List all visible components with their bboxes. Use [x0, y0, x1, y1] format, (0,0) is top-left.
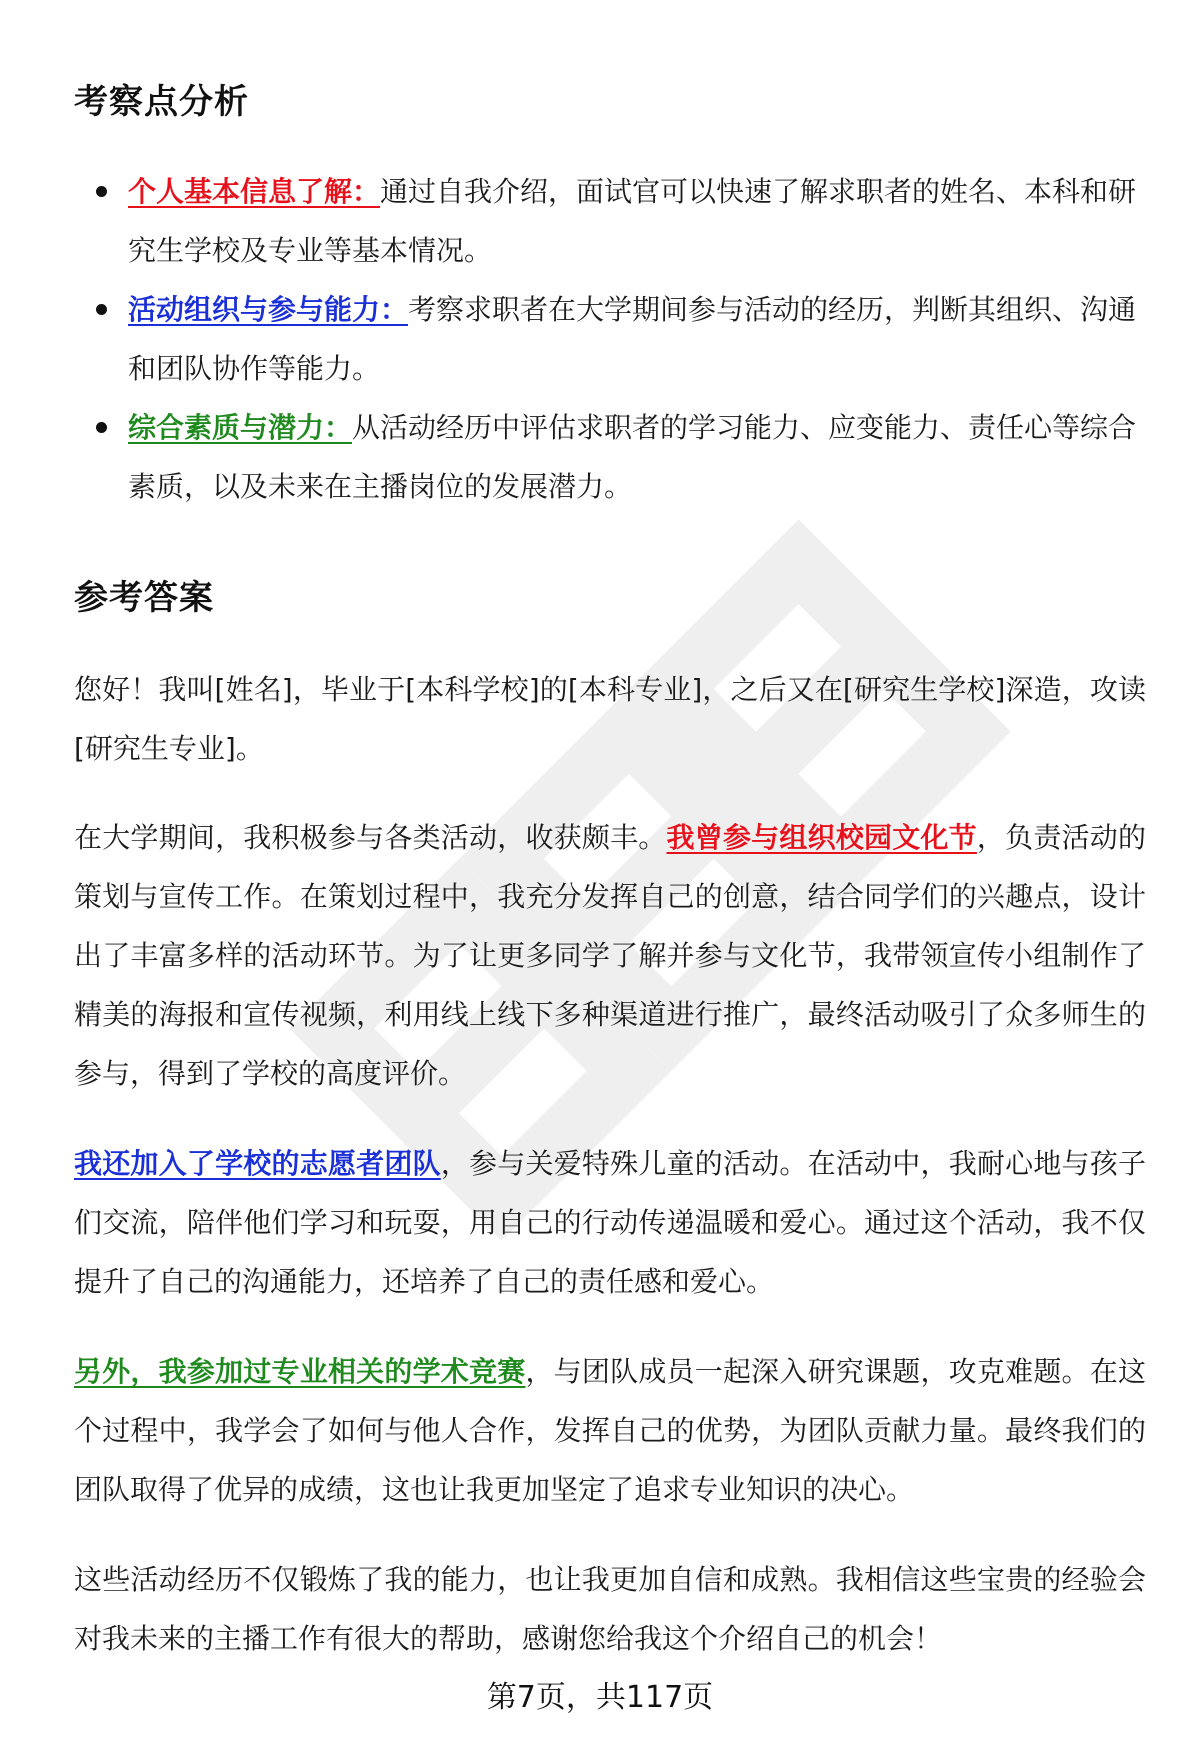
page-number: 第7页，共117页	[486, 1680, 714, 1715]
bullet-text: 考察求职者在大学期间参与活动的经历，判断其组织、沟通和团队协作等能力。	[128, 293, 1137, 385]
paragraph-text: ，与团队成员一起深入研究课题，攻克难题。在这个过程中，我学会了如何与他人合作，发挥自己的优势，为团队贡献力量。最终我们的团队取得了优异的成绩，这也让我更加坚定了追求专业知识的决心。	[74, 1355, 1146, 1506]
answer-paragraph-intro: 您好！我叫[姓名]，毕业于[本科学校]的[本科专业]，之后又在[研究生学校]深造，攻读[研究生专业]。	[74, 673, 1146, 765]
bullet-label: 个人基本信息了解：	[128, 175, 381, 208]
analysis-bullet-list	[74, 162, 1154, 516]
bullet-label: 综合素质与潜力：	[128, 411, 353, 444]
bullet-dot-icon	[96, 422, 107, 433]
highlight-festival: 我曾参与组织校园文化节	[666, 821, 977, 854]
section-title-answer: 参考答案	[74, 578, 214, 618]
bullet-text: 从活动经历中评估求职者的学习能力、应变能力、责任心等综合素质，以及未来在主播岗位的发展潜力。	[128, 411, 1137, 503]
section-title-analysis: 考察点分析	[74, 82, 249, 122]
bullet-text: 通过自我介绍，面试官可以快速了解求职者的姓名、本科和研究生学校及专业等基本情况。	[128, 175, 1137, 267]
highlight-volunteer: 我还加入了学校的志愿者团队	[74, 1147, 441, 1180]
answer-paragraph-closing: 这些活动经历不仅锻炼了我的能力，也让我更加自信和成熟。我相信这些宝贵的经验会对我未来的主播工作有很大的帮助，感谢您给我这个介绍自己的机会！	[74, 1563, 1146, 1655]
answer-paragraph-festival	[74, 808, 1146, 1103]
bullet-dot-icon	[96, 186, 107, 197]
bullet-item	[74, 280, 1154, 398]
bullet-item	[74, 162, 1154, 280]
paragraph-text: ，负责活动的策划与宣传工作。在策划过程中，我充分发挥自己的创意，结合同学们的兴趣点，设计出了丰富多样的活动环节。为了让更多同学了解并参与文化节，我带领宣传小组制作了精美的海报和宣传视频，利用线上线下多种渠道进行推广，最终活动吸引了众多师生的参与，得到了学校的高度评价。	[74, 821, 1146, 1090]
paragraph-text: 在大学期间，我积极参与各类活动，收获颇丰。	[74, 821, 667, 854]
paragraph-text: ，参与关爱特殊儿童的活动。在活动中，我耐心地与孩子们交流，陪伴他们学习和玩耍，用自己的行动传递温暖和爱心。通过这个活动，我不仅提升了自己的沟通能力，还培养了自己的责任感和爱心。	[74, 1147, 1146, 1298]
answer-paragraph-competition	[74, 1342, 1146, 1519]
highlight-competition: 另外，我参加过专业相关的学术竞赛	[74, 1355, 526, 1388]
bullet-dot-icon	[96, 304, 107, 315]
bullet-label: 活动组织与参与能力：	[128, 293, 409, 326]
answer-paragraph-volunteer	[74, 1134, 1146, 1311]
bullet-item	[74, 398, 1154, 516]
